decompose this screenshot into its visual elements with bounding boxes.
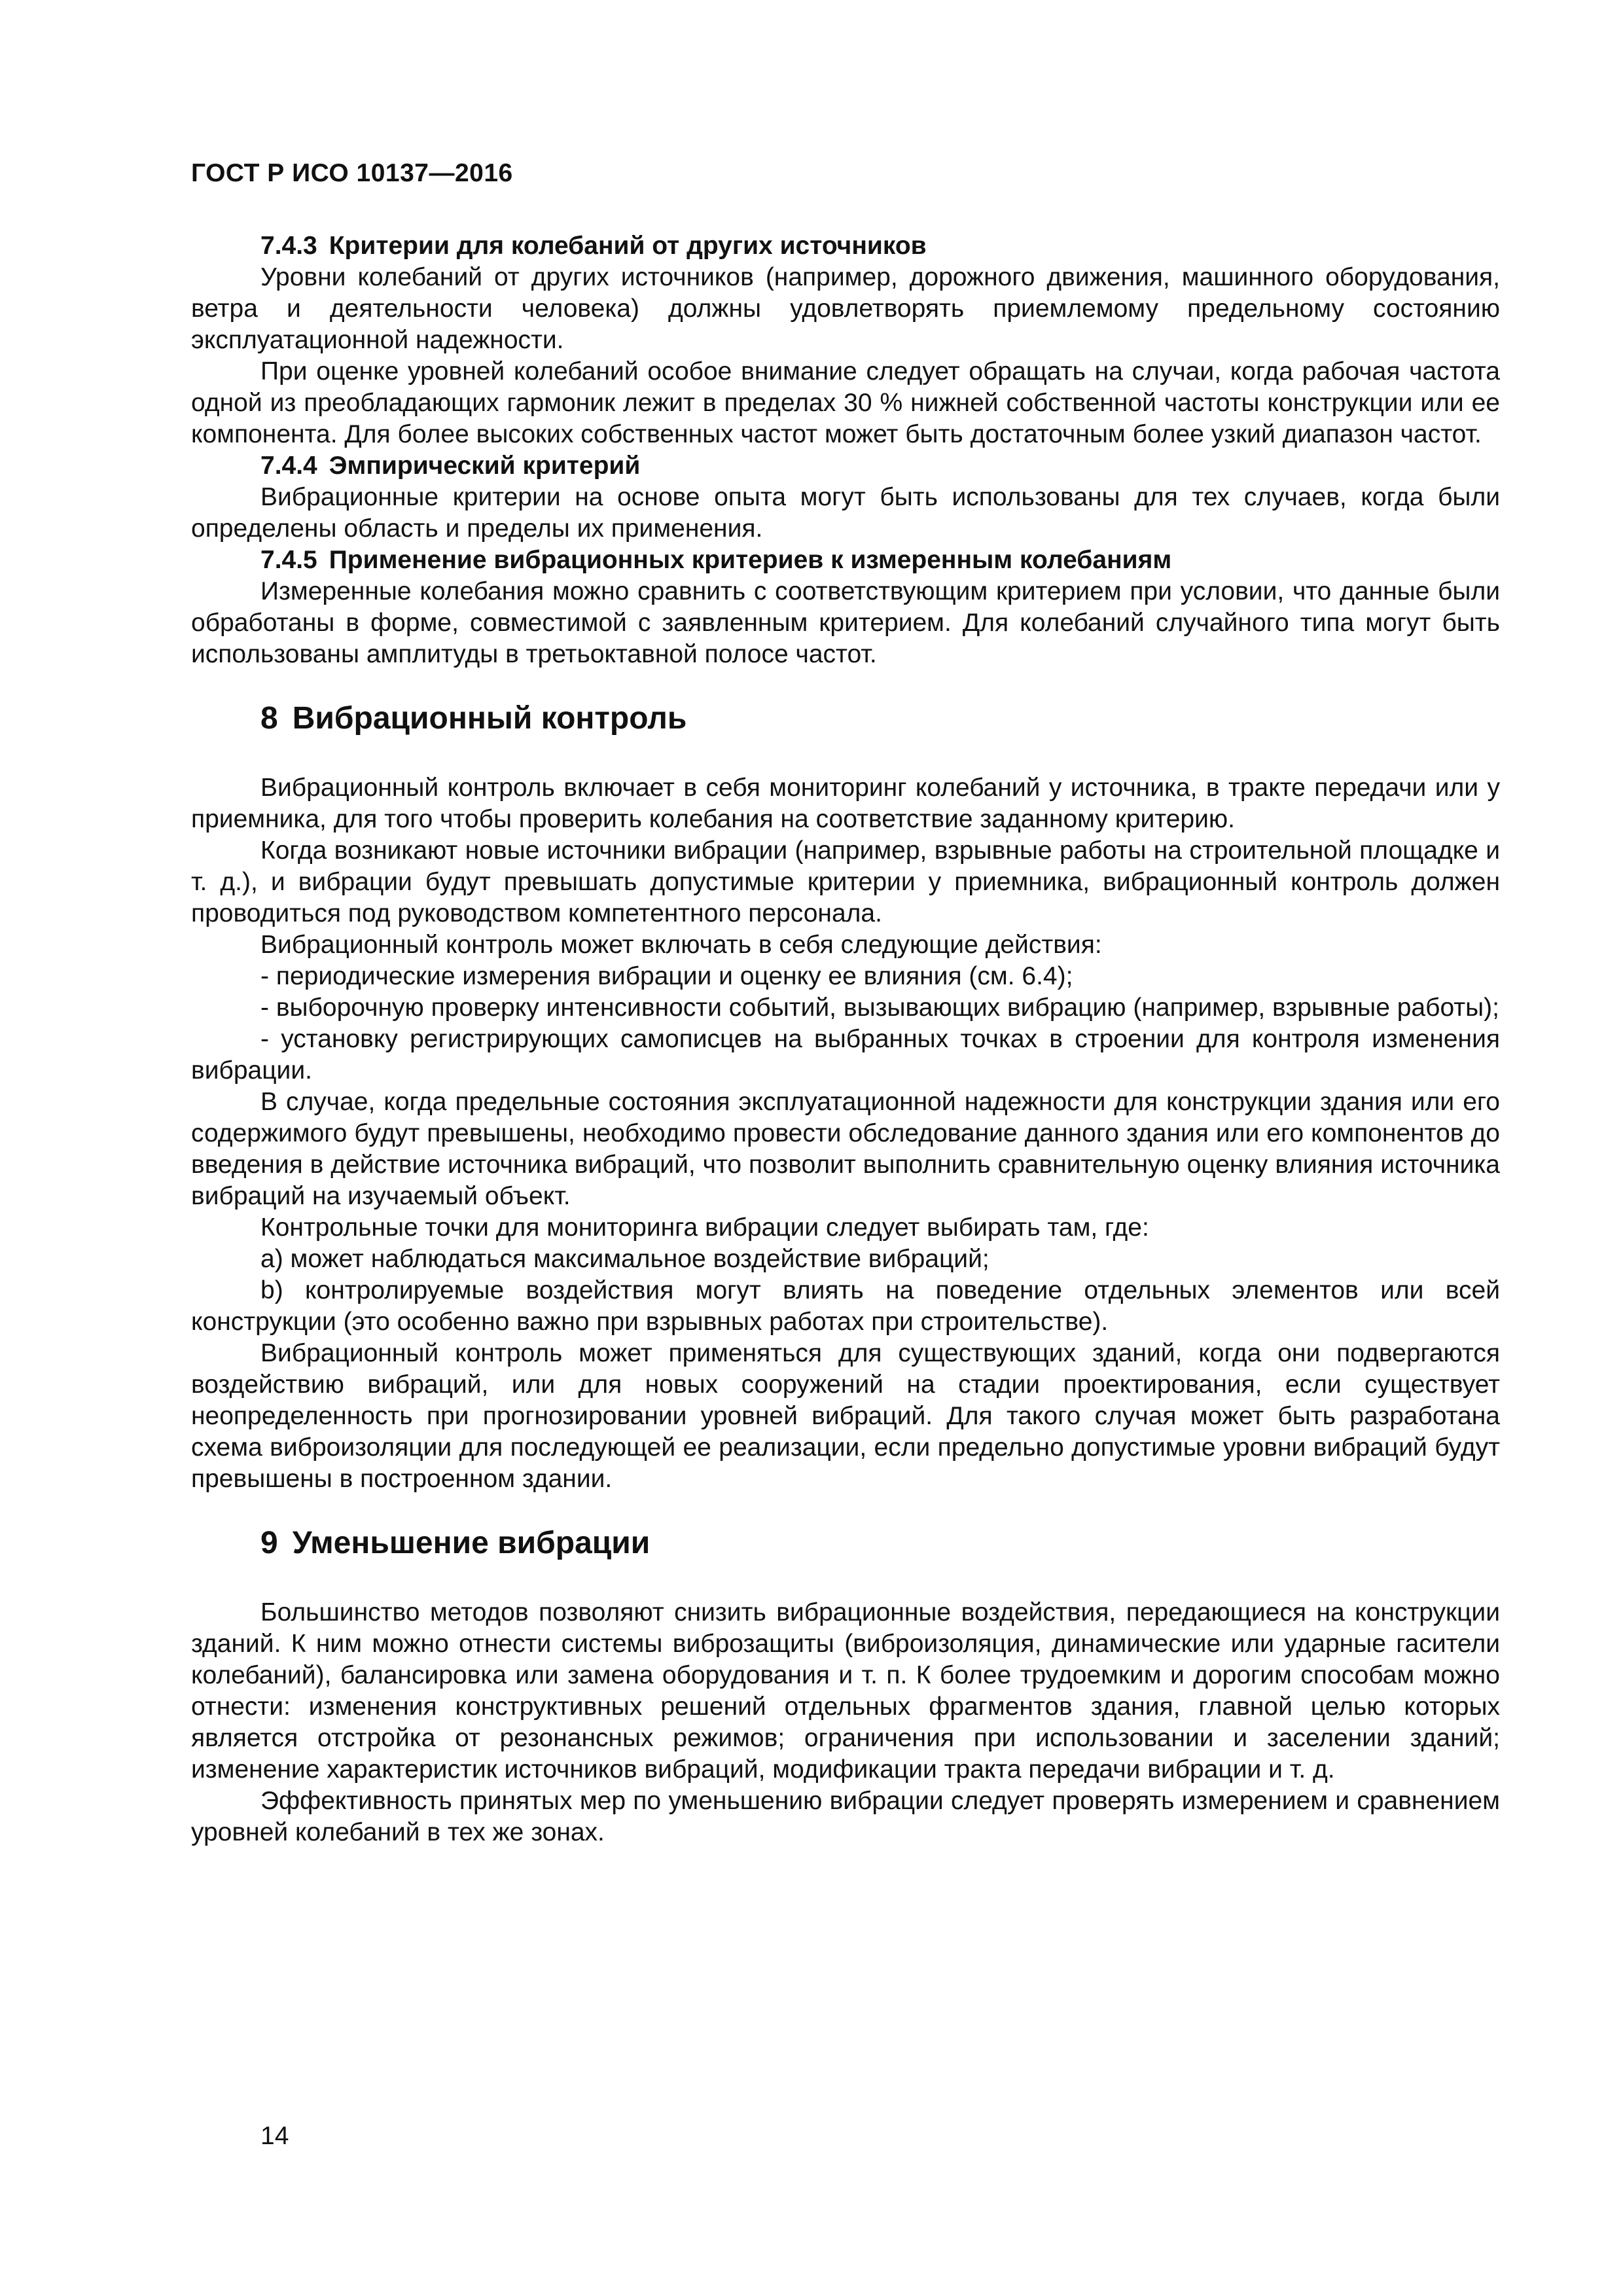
paragraph: Эффективность принятых мер по уменьшению вибрации следует проверять измерением и сравнением уровней колебаний в тех же зонах. [191, 1787, 1500, 1846]
subsection-heading-7-4-5 [191, 545, 1500, 576]
section-heading-9 [191, 1524, 1500, 1563]
page-content [191, 230, 1500, 1848]
list-item: - периодические измерения вибрации и оценку ее влияния (см. 6.4); [260, 962, 1073, 990]
paragraph: Измеренные колебания можно сравнить с соответствующим критерием при условии, что данные были обработаны в форме, совместимой с заявленным критерием. Для колебаний случайного типа могут быть использованы амплитуды в третьоктавной полосе частот. [191, 577, 1500, 668]
list-item: - выборочную проверку интенсивности событий, вызывающих вибрацию (например, взрывные работы); [260, 994, 1500, 1022]
list-item: b) контролируемые воздействия могут влиять на поведение отдельных элементов или всей конструкции (это особенно важно при взрывных работах при строительстве). [191, 1276, 1500, 1336]
section-title: Уменьшение вибрации [292, 1526, 651, 1560]
subsection-heading-7-4-4 [191, 450, 1500, 482]
document-header: ГОСТ Р ИСО 10137—2016 [191, 159, 513, 187]
paragraph: Контрольные точки для мониторинга вибрации следует выбирать там, где: [260, 1213, 1149, 1242]
subsection-number: 7.4.4 [260, 452, 317, 480]
subsection-heading-7-4-3 [191, 230, 1500, 262]
paragraph: Вибрационные критерии на основе опыта могут быть использованы для тех случаев, когда были определены область и пределы их применения. [191, 483, 1500, 543]
page-number: 14 [260, 2122, 289, 2150]
paragraph: Вибрационный контроль может применяться для существующих зданий, когда они подвергаются воздействию вибраций, или для новых сооружений на стадии проектирования, если существует неопределенность при прогнозировании уровней вибраций. Для такого случая может быть разработана схема виброизоляции для последующей ее реализации, если предельно допустимые уровни вибраций будут превышены в построенном здании. [191, 1339, 1500, 1493]
paragraph: В случае, когда предельные состояния эксплуатационной надежности для конструкции здания или его содержимого будут превышены, необходимо провести обследование данного здания или его компонентов до введения в действие источника вибраций, что позволит выполнить сравнительную оценку влияния источника вибраций на изучаемый объект. [191, 1088, 1500, 1210]
subsection-number: 7.4.5 [260, 546, 317, 574]
subsection-title: Применение вибрационных критериев к измеренным колебаниям [329, 546, 1172, 574]
subsection-number: 7.4.3 [260, 232, 317, 260]
paragraph: Когда возникают новые источники вибрации (например, взрывные работы на строительной площадке и т. д.), и вибрации будут превышать допустимые критерии у приемника, вибрационный контроль должен проводиться под руководством компетентного персонала. [191, 836, 1500, 927]
section-number: 9 [260, 1526, 278, 1560]
paragraph: Большинство методов позволяют снизить вибрационные воздействия, передающиеся на конструкции зданий. К ним можно отнести системы виброзащиты (виброизоляция, динамические или ударные гасители колебаний), балансировка или замена оборудования и т. п. К более трудоемким и дорогим способам можно отнести: изменения конструктивных решений отдельных фрагментов здания, главной целью которых является отстройка от резонансных режимов; ограничения при использовании и заселении зданий; изменение характеристик источников вибраций, модификации тракта передачи вибрации и т. д. [191, 1598, 1500, 1784]
subsection-title: Эмпирический критерий [329, 452, 641, 480]
section-number: 8 [260, 701, 278, 736]
paragraph: Вибрационный контроль может включать в себя следующие действия: [260, 931, 1102, 959]
section-heading-8 [191, 699, 1500, 738]
paragraph: При оценке уровней колебаний особое внимание следует обращать на случаи, когда рабочая частота одной из преобладающих гармоник лежит в пределах 30 % нижней собственной частоты конструкции или ее компонента. Для более высоких собственных частот может быть достаточным более узкий диапазон частот. [191, 357, 1500, 448]
subsection-title: Критерии для колебаний от других источников [329, 232, 927, 260]
paragraph: Вибрационный контроль включает в себя мониторинг колебаний у источника, в тракте передачи или у приемника, для того чтобы проверить колебания на соответствие заданному критерию. [191, 774, 1500, 833]
paragraph: Уровни колебаний от других источников (например, дорожного движения, машинного оборудования, ветра и деятельности человека) должны удовлетворять приемлемому предельному состоянию эксплуатационной надежности. [191, 263, 1500, 354]
list-item: a) может наблюдаться максимальное воздействие вибраций; [260, 1245, 990, 1273]
section-title: Вибрационный контроль [292, 701, 687, 736]
list-item: - установку регистрирующих самописцев на выбранных точках в строении для контроля изменения вибрации. [191, 1025, 1500, 1085]
